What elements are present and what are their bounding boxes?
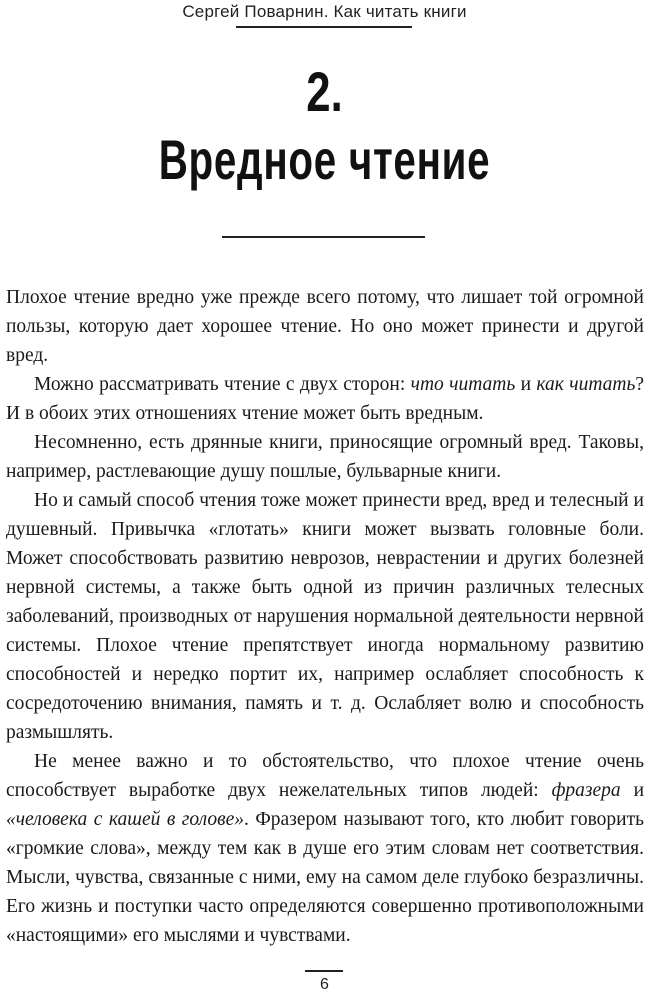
chapter-number: 2. xyxy=(306,60,343,123)
paragraph xyxy=(6,283,644,370)
running-head: Сергей Поварнин. Как читать книги xyxy=(182,2,467,21)
text-run: Можно рассматривать чтение с двух сторон: xyxy=(34,374,411,395)
paragraph xyxy=(6,428,644,486)
paragraph xyxy=(6,486,644,747)
folio-rule xyxy=(305,970,343,972)
text-run: Не менее важно и то обстоятельство, что плохое чтение очень способствует выработке двух нежелательных типов людей: xyxy=(6,751,644,801)
italic-phrase: что читать xyxy=(410,374,516,395)
paragraph xyxy=(6,747,644,950)
text-run: Несомненно, есть дрянные книги, приносящие огромный вред. Таковы, например, растлевающие душу пошлые, бульварные книги. xyxy=(6,432,644,482)
text-run: ? И в обоих этих отношениях чтение может быть вредным. xyxy=(6,374,644,424)
text-run: Плохое чтение вредно уже прежде всего потому, что лишает той огромной пользы, которую дает хорошее чтение. Но оно может принести и другой вред. xyxy=(6,287,644,366)
italic-phrase: как читать xyxy=(536,374,636,395)
title-rule xyxy=(222,236,425,238)
paragraph xyxy=(6,370,644,428)
text-run: и xyxy=(620,780,644,801)
page-number: 6 xyxy=(320,976,329,993)
text-run: и xyxy=(515,374,537,395)
text-run: . Фразером называют того, кто любит говорить «громкие слова», между тем как в душе его этим словам нет соответствия. Мысли, чувства, связанные с ними, ему на самом деле глубоко безразличны. Его жизнь и поступки часто определяются совершенно противоположными «настоящими» его мыслями и чувствами. xyxy=(6,809,644,946)
italic-phrase: фразера xyxy=(551,780,621,801)
body-text xyxy=(6,283,644,950)
running-head-rule xyxy=(236,26,412,28)
text-run: Но и самый способ чтения тоже может принести вред, вред и телесный и душевный. Привычка «глотать» книги может вызвать головные боли. Может способствовать развитию неврозов, неврастении и других болезней нервной системы, а также быть одной из причин различных телесных заболеваний, производных от нарушения нормальной деятельности нервной системы. Плохое чтение препятствует иногда нормальному развитию способностей и нередко портит их, например ослабляет способность к сосредоточению внимания, память и т. д. Ослабляет волю и способность размышлять. xyxy=(6,490,644,743)
italic-phrase: «человека с кашей в голове» xyxy=(6,809,245,830)
chapter-title: Вредное чтение xyxy=(158,128,491,191)
